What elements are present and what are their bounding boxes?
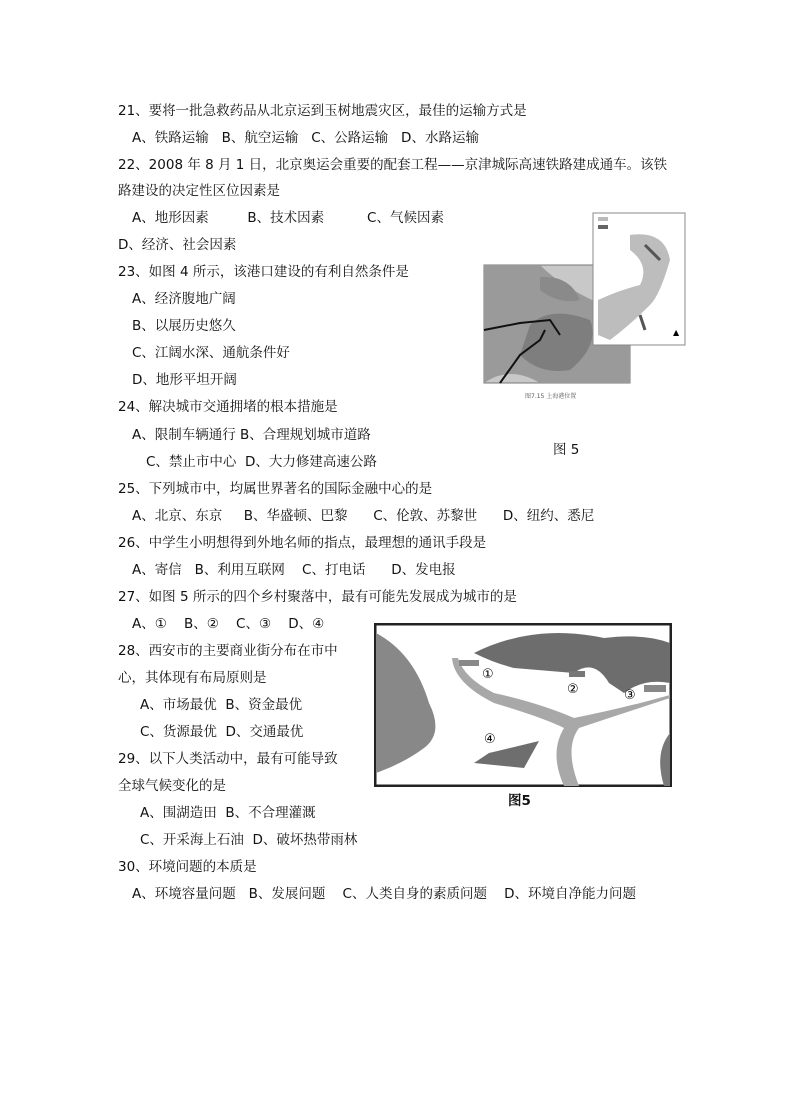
q29-text: 29、以下人类活动中，最有可能导致 (118, 751, 338, 767)
settlement-label-2: ② (567, 682, 579, 697)
q23-option-c: C、江阔水深、通航条件好 (132, 345, 290, 361)
settlement-label-3: ③ (624, 688, 636, 703)
q21-text: 21、要将一批急救药品从北京运到玉树地震灾区，最佳的运输方式是 (118, 103, 527, 119)
figure-bottom-caption: 图5 (508, 793, 531, 809)
map-inner-caption: 图7.15 上海港位置 (525, 393, 577, 400)
q24-text: 24、解决城市交通拥堵的根本措施是 (118, 399, 338, 415)
q30-options: A、环境容量问题 B、发展问题 C、人类自身的素质问题 D、环境自净能力问题 (132, 886, 637, 902)
q26-options: A、寄信 B、利用互联网 C、打电话 D、发电报 (132, 562, 456, 578)
q24-options: A、限制车辆通行 B、合理规划城市道路 (132, 427, 371, 443)
q27-text: 27、如图 5 所示的四个乡村聚落中，最有可能先发展成为城市的是 (118, 589, 517, 605)
settlements-illustration (374, 623, 672, 787)
q28-options-cont: C、货源最优 D、交通最优 (140, 724, 304, 740)
q30-text: 30、环境问题的本质是 (118, 859, 257, 875)
q25-text: 25、下列城市中，均属世界著名的国际金融中心的是 (118, 481, 433, 497)
q26-text: 26、中学生小明想得到外地名师的指点，最理想的通讯手段是 (118, 535, 487, 551)
q28-text-cont: 心，其体现有布局原则是 (118, 670, 267, 686)
shanghai-port-map (480, 205, 690, 405)
q24-options-cont: C、禁止市中心 D、大力修建高速公路 (146, 454, 377, 470)
settlement-label-1: ① (482, 667, 494, 682)
q22-text: 22、2008 年 8 月 1 日，北京奥运会重要的配套工程——京津城际高速铁路建成通车。该铁 (118, 157, 668, 173)
q27-options: A、① B、② C、③ D、④ (132, 616, 325, 632)
q28-text: 28、西安市的主要商业街分布在市中 (118, 643, 338, 659)
q22-text-cont: 路建设的决定性区位因素是 (118, 183, 280, 199)
q29-options: A、围湖造田 B、不合理灌溉 (140, 805, 316, 821)
q22-options: A、地形因素 B、技术因素 C、气候因素 (132, 210, 444, 226)
figure-top-caption: 图 5 (553, 442, 580, 458)
q21-options: A、铁路运输 B、航空运输 C、公路运输 D、水路运输 (132, 130, 479, 146)
q23-option-d: D、地形平坦开阔 (132, 372, 237, 388)
q23-option-b: B、以展历史悠久 (132, 318, 236, 334)
q23-option-a: A、经济腹地广阔 (132, 291, 236, 307)
q28-options: A、市场最优 B、资金最优 (140, 697, 303, 713)
q23-text: 23、如图 4 所示，该港口建设的有利自然条件是 (118, 264, 409, 280)
q22-options-cont: D、经济、社会因素 (118, 237, 237, 253)
q25-options: A、北京、东京 B、华盛顿、巴黎 C、伦敦、苏黎世 D、纽约、悉尼 (132, 508, 595, 524)
q29-text-cont: 全球气候变化的是 (118, 778, 226, 794)
q29-options-cont: C、开采海上石油 D、破坏热带雨林 (140, 832, 358, 848)
settlement-label-4: ④ (484, 732, 496, 747)
north-arrow-icon: ▲ (673, 328, 680, 337)
